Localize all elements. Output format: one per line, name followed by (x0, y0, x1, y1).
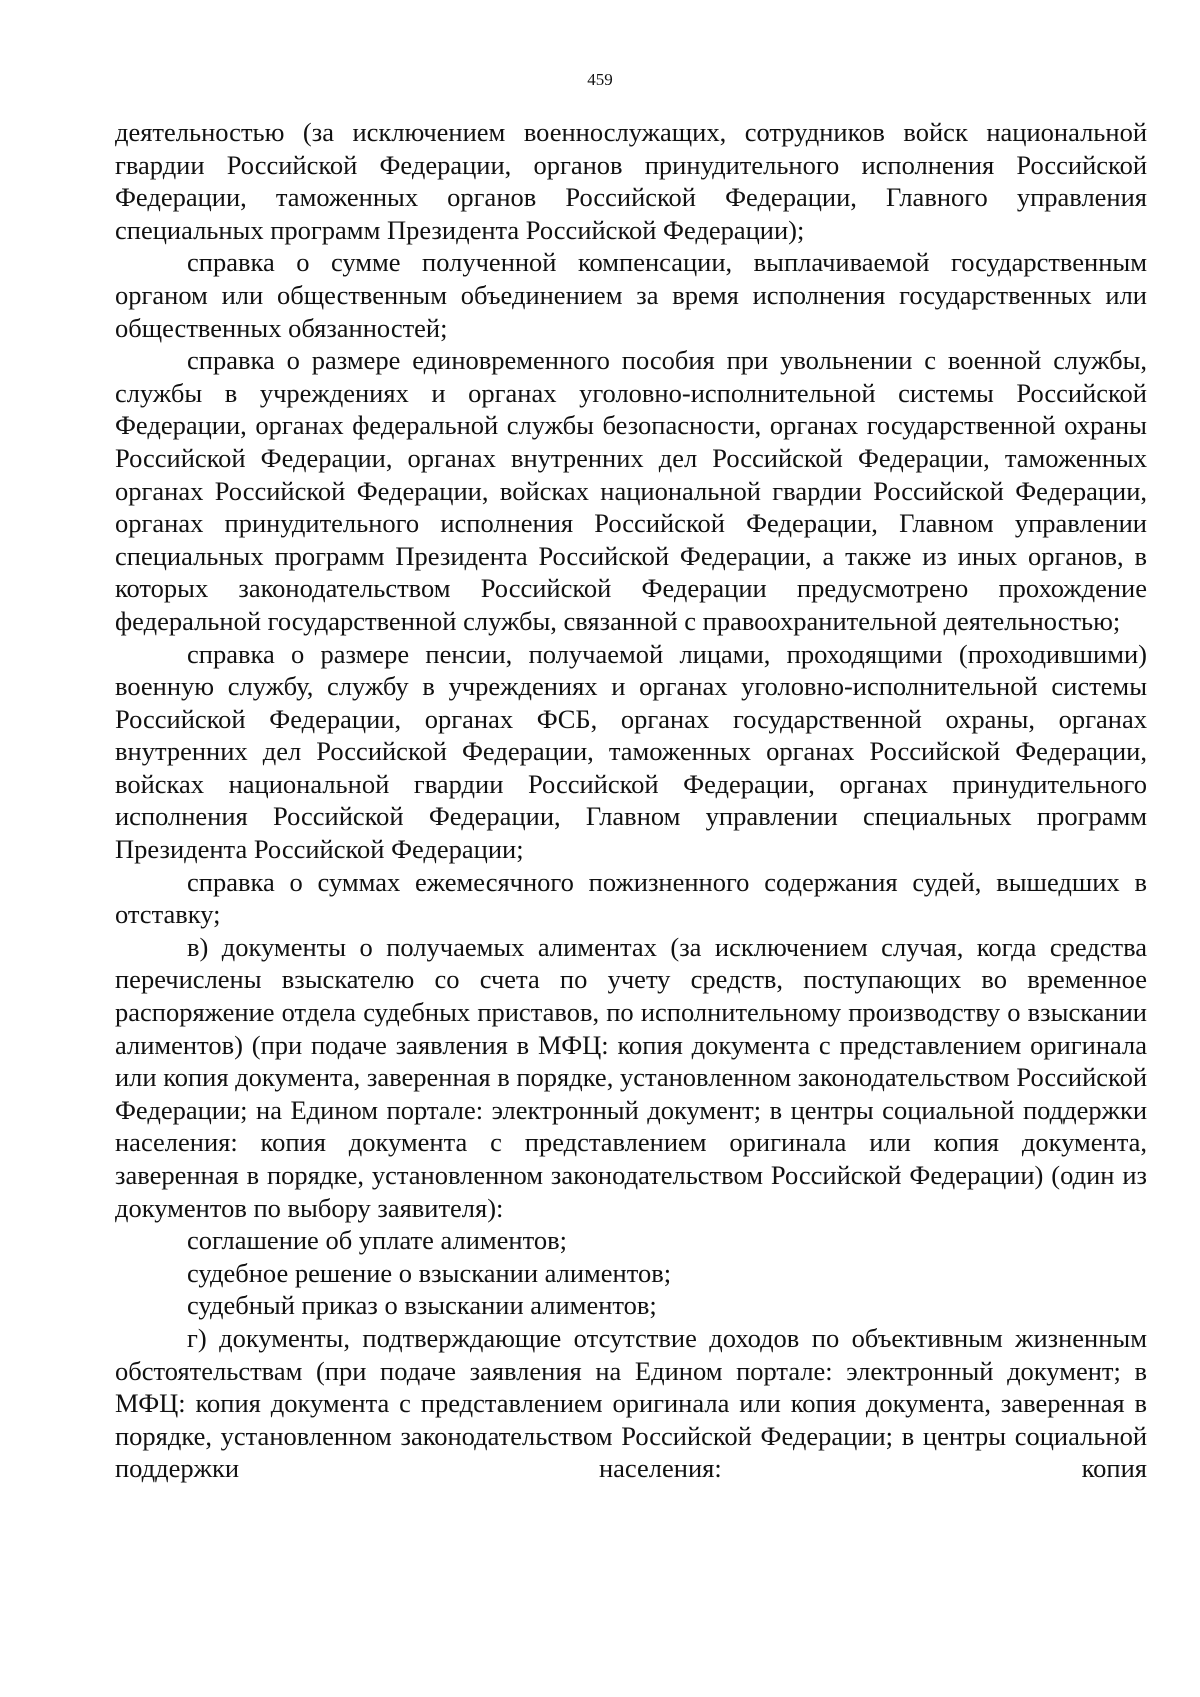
paragraph-continuation: деятельностью (за исключением военнослужащих, сотрудников войск национальной гвардии Российской Федерации, органов принудительного исполнения Российской Федерации, таможенных органов Российской Федерации, Главного управления специальных программ Президента Российской Федерации); (115, 117, 1147, 245)
list-item-court-decision: судебное решение о взыскании алиментов; (187, 1257, 672, 1288)
list-item-alimony-agreement: соглашение об уплате алиментов; (187, 1225, 567, 1256)
paragraph-compensation-certificate: справка о сумме полученной компенсации, выплачиваемой государственным органом или общественным объединением за время исполнения государственных или общественных обязанностей; (115, 247, 1147, 343)
paragraph-alimony-documents: в) документы о получаемых алиментах (за исключением случая, когда средства перечислены взыскателю со счета по учету средств, поступающих во временное распоряжение отдела судебных приставов, по исполнительному производству о взыскании алиментов) (при подаче заявления в МФЦ: копия документа с представлением оригинала или копия документа, заверенная в порядке, установленном законодательством Российской Федерации; на Едином портале: электронный документ; в центры социальной поддержки населения: копия документа с представлением оригинала или копия документа, заверенная в порядке, установленном законодательством Российской Федерации) (один из документов по выбору заявителя): (115, 931, 1148, 1223)
paragraph-no-income-documents: г) документы, подтверждающие отсутствие доходов по объективным жизненным обстоятельствам (при подаче заявления на Едином портале: электронный документ; в МФЦ: копия документа с представлением оригинала или копия документа, заверенная в порядке, установленном законодательством Российской Федерации; в центры социальной поддержки населения: копия (115, 1322, 1147, 1484)
paragraph-pension-certificate: справка о размере пенсии, получаемой лицами, проходящими (проходившими) военную службу, службу в учреждениях и органах уголовно-исполнительной системы Российской Федерации, органах ФСБ, органах государственной охраны, органах внутренних дел Российской Федерации, таможенных органах Российской Федерации, войсках национальной гвардии Российской Федерации, органах принудительного исполнения Российской Федерации, Главном управлении специальных программ Президента Российской Федерации; (115, 638, 1147, 865)
page-number: 459 (587, 70, 613, 89)
paragraph-severance-certificate: справка о размере единовременного пособия при увольнении с военной службы, службы в учреждениях и органах уголовно-исполнительной системы Российской Федерации, органах федеральной службы безопасности, органах государственной охраны Российской Федерации, органах внутренних дел Российской Федерации, таможенных органах Российской Федерации, войсках национальной гвардии Российской Федерации, органах принудительного исполнения Российской Федерации, Главном управлении специальных программ Президента Российской Федерации, а также из иных органов, в которых законодательством Российской Федерации предусмотрено прохождение федеральной государственной службы, связанной с правоохранительной деятельностью; (115, 345, 1147, 636)
list-item-court-order: судебный приказ о взыскании алиментов; (187, 1290, 657, 1321)
document-body (115, 116, 1147, 1485)
paragraph-judges-allowance: справка о суммах ежемесячного пожизненного содержания судей, вышедших в отставку; (115, 866, 1147, 930)
